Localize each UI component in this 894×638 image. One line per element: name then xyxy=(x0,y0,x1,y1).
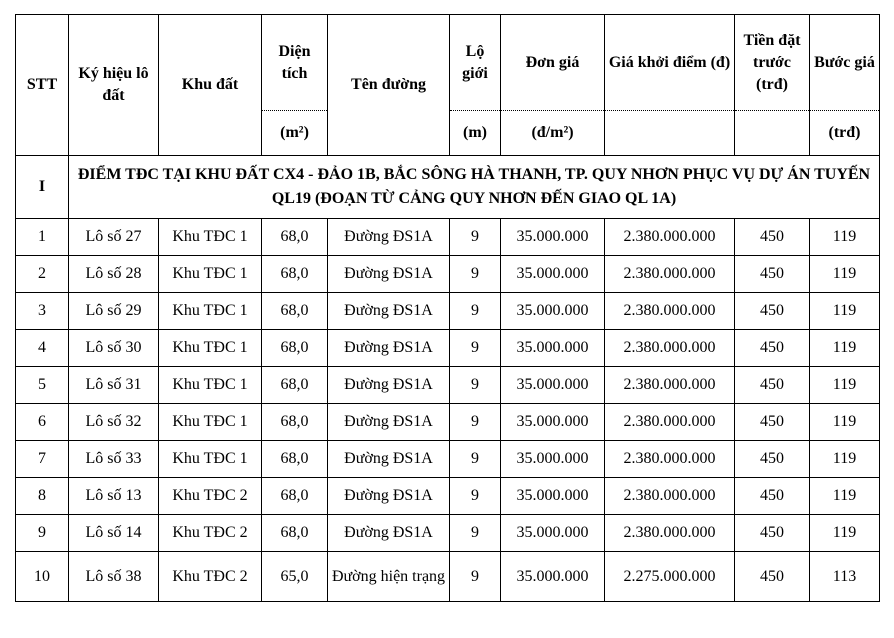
cell-lot-code: Lô số 32 xyxy=(69,404,159,441)
cell-lot-code: Lô số 33 xyxy=(69,441,159,478)
cell-starting-price: 2.380.000.000 xyxy=(605,441,735,478)
cell-deposit: 450 xyxy=(735,330,810,367)
cell-street: Đường ĐS1A xyxy=(328,404,450,441)
cell-road-width: 9 xyxy=(450,367,501,404)
cell-road-width: 9 xyxy=(450,515,501,552)
cell-land-area: Khu TĐC 1 xyxy=(159,219,262,256)
cell-bid-step: 119 xyxy=(810,441,880,478)
cell-unit-price: 35.000.000 xyxy=(501,293,605,330)
cell-land-area: Khu TĐC 1 xyxy=(159,330,262,367)
cell-unit-price: 35.000.000 xyxy=(501,256,605,293)
cell-lot-code: Lô số 27 xyxy=(69,219,159,256)
cell-starting-price: 2.380.000.000 xyxy=(605,219,735,256)
cell-road-width: 9 xyxy=(450,404,501,441)
section-number: I xyxy=(16,156,69,219)
cell-deposit: 450 xyxy=(735,441,810,478)
cell-starting-price: 2.275.000.000 xyxy=(605,552,735,602)
cell-lot-code: Lô số 29 xyxy=(69,293,159,330)
cell-land-area: Khu TĐC 1 xyxy=(159,404,262,441)
cell-unit-price: 35.000.000 xyxy=(501,219,605,256)
cell-starting-price: 2.380.000.000 xyxy=(605,515,735,552)
cell-area: 68,0 xyxy=(262,256,328,293)
cell-area: 68,0 xyxy=(262,219,328,256)
cell-road-width: 9 xyxy=(450,552,501,602)
cell-starting-price: 2.380.000.000 xyxy=(605,404,735,441)
header-lot-code-text: Ký hiệu lô đất xyxy=(78,65,149,104)
cell-deposit: 450 xyxy=(735,478,810,515)
cell-stt: 9 xyxy=(16,515,69,552)
cell-stt: 4 xyxy=(16,330,69,367)
cell-starting-price: 2.380.000.000 xyxy=(605,256,735,293)
cell-street: Đường ĐS1A xyxy=(328,219,450,256)
cell-land-area: Khu TĐC 2 xyxy=(159,552,262,602)
cell-lot-code: Lô số 30 xyxy=(69,330,159,367)
unit-starting-price xyxy=(605,111,735,156)
cell-bid-step: 119 xyxy=(810,330,880,367)
cell-area: 68,0 xyxy=(262,478,328,515)
cell-deposit: 450 xyxy=(735,367,810,404)
cell-street: Đường ĐS1A xyxy=(328,256,450,293)
cell-area: 68,0 xyxy=(262,441,328,478)
cell-bid-step: 119 xyxy=(810,367,880,404)
table-row xyxy=(16,330,880,367)
cell-unit-price: 35.000.000 xyxy=(501,478,605,515)
cell-street: Đường ĐS1A xyxy=(328,330,450,367)
header-unit-price: Đơn giá xyxy=(501,15,605,111)
cell-land-area: Khu TĐC 2 xyxy=(159,478,262,515)
cell-street: Đường ĐS1A xyxy=(328,367,450,404)
cell-area: 68,0 xyxy=(262,404,328,441)
cell-unit-price: 35.000.000 xyxy=(501,552,605,602)
cell-street: Đường ĐS1A xyxy=(328,441,450,478)
cell-land-area: Khu TĐC 2 xyxy=(159,515,262,552)
table-row xyxy=(16,293,880,330)
cell-unit-price: 35.000.000 xyxy=(501,330,605,367)
cell-stt: 8 xyxy=(16,478,69,515)
header-starting-price: Giá khởi điểm (đ) xyxy=(605,15,735,111)
cell-unit-price: 35.000.000 xyxy=(501,515,605,552)
cell-road-width: 9 xyxy=(450,293,501,330)
cell-deposit: 450 xyxy=(735,515,810,552)
cell-bid-step: 119 xyxy=(810,293,880,330)
cell-land-area: Khu TĐC 1 xyxy=(159,441,262,478)
table-row xyxy=(16,515,880,552)
cell-street: Đường hiện trạng xyxy=(328,552,450,602)
unit-road-width: (m) xyxy=(450,111,501,156)
cell-deposit: 450 xyxy=(735,219,810,256)
table-row xyxy=(16,256,880,293)
cell-bid-step: 113 xyxy=(810,552,880,602)
cell-bid-step: 119 xyxy=(810,478,880,515)
cell-lot-code: Lô số 38 xyxy=(69,552,159,602)
section-title: ĐIỂM TĐC TẠI KHU ĐẤT CX4 - ĐẢO 1B, BẮC SÔNG HÀ THANH, TP. QUY NHƠN PHỤC VỤ DỰ ÁN TUYẾN QL19 (ĐOẠN TỪ CẢNG QUY NHƠN ĐẾN GIAO QL 1A) xyxy=(69,156,880,219)
header-deposit: Tiền đặt trước (trđ) xyxy=(735,15,810,111)
unit-bid-step: (trđ) xyxy=(810,111,880,156)
cell-deposit: 450 xyxy=(735,404,810,441)
cell-lot-code: Lô số 13 xyxy=(69,478,159,515)
cell-area: 65,0 xyxy=(262,552,328,602)
cell-stt: 7 xyxy=(16,441,69,478)
table-row xyxy=(16,441,880,478)
cell-area: 68,0 xyxy=(262,293,328,330)
cell-stt: 3 xyxy=(16,293,69,330)
cell-road-width: 9 xyxy=(450,219,501,256)
header-road-width: Lộ giới xyxy=(450,15,501,111)
cell-area: 68,0 xyxy=(262,515,328,552)
table-row xyxy=(16,367,880,404)
header-street: Tên đường xyxy=(328,15,450,156)
cell-bid-step: 119 xyxy=(810,219,880,256)
cell-deposit: 450 xyxy=(735,293,810,330)
cell-lot-code: Lô số 28 xyxy=(69,256,159,293)
header-bid-step: Bước giá xyxy=(810,15,880,111)
cell-stt: 10 xyxy=(16,552,69,602)
cell-stt: 2 xyxy=(16,256,69,293)
cell-stt: 5 xyxy=(16,367,69,404)
cell-unit-price: 35.000.000 xyxy=(501,367,605,404)
header-area: Diện tích xyxy=(262,15,328,111)
cell-land-area: Khu TĐC 1 xyxy=(159,293,262,330)
header-lot-code xyxy=(69,15,159,156)
cell-street: Đường ĐS1A xyxy=(328,515,450,552)
cell-road-width: 9 xyxy=(450,478,501,515)
cell-stt: 6 xyxy=(16,404,69,441)
cell-starting-price: 2.380.000.000 xyxy=(605,367,735,404)
cell-stt: 1 xyxy=(16,219,69,256)
cell-unit-price: 35.000.000 xyxy=(501,404,605,441)
header-land-area: Khu đất xyxy=(159,15,262,156)
cell-unit-price: 35.000.000 xyxy=(501,441,605,478)
unit-deposit xyxy=(735,111,810,156)
cell-starting-price: 2.380.000.000 xyxy=(605,330,735,367)
cell-lot-code: Lô số 14 xyxy=(69,515,159,552)
cell-deposit: 450 xyxy=(735,256,810,293)
section-row xyxy=(16,156,880,219)
table-row xyxy=(16,478,880,515)
cell-area: 68,0 xyxy=(262,330,328,367)
cell-street: Đường ĐS1A xyxy=(328,293,450,330)
table-row xyxy=(16,404,880,441)
cell-starting-price: 2.380.000.000 xyxy=(605,293,735,330)
cell-area: 68,0 xyxy=(262,367,328,404)
cell-lot-code: Lô số 31 xyxy=(69,367,159,404)
cell-bid-step: 119 xyxy=(810,256,880,293)
header-stt: STT xyxy=(16,15,69,156)
cell-bid-step: 119 xyxy=(810,404,880,441)
cell-road-width: 9 xyxy=(450,256,501,293)
cell-bid-step: 119 xyxy=(810,515,880,552)
cell-deposit: 450 xyxy=(735,552,810,602)
cell-road-width: 9 xyxy=(450,330,501,367)
cell-road-width: 9 xyxy=(450,441,501,478)
cell-starting-price: 2.380.000.000 xyxy=(605,478,735,515)
auction-lot-table xyxy=(15,14,880,602)
unit-unit-price: (đ/m²) xyxy=(501,111,605,156)
cell-street: Đường ĐS1A xyxy=(328,478,450,515)
unit-area: (m²) xyxy=(262,111,328,156)
cell-land-area: Khu TĐC 1 xyxy=(159,256,262,293)
table-row xyxy=(16,552,880,602)
table-row xyxy=(16,219,880,256)
cell-land-area: Khu TĐC 1 xyxy=(159,367,262,404)
